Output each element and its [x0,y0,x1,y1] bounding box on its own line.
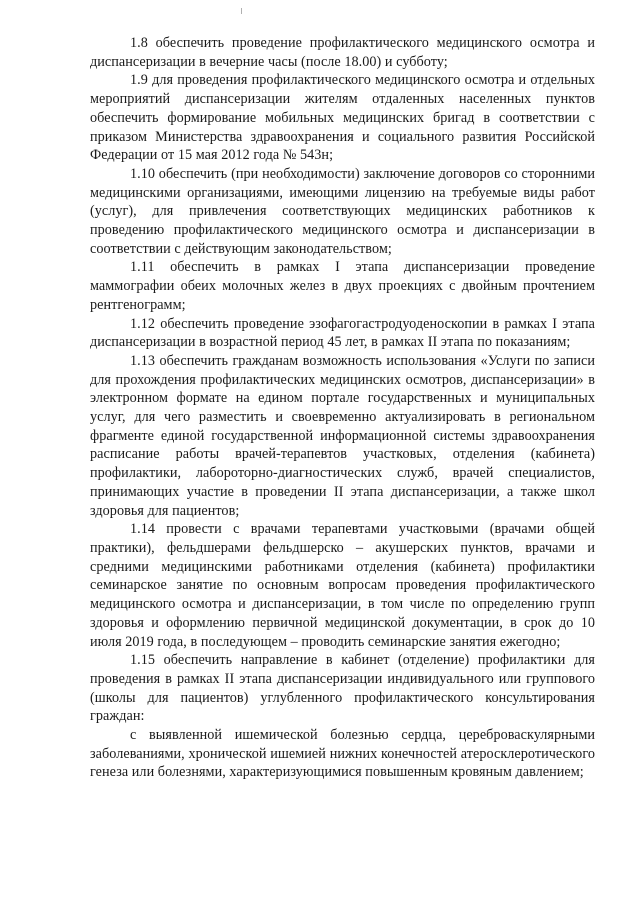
paragraph-1-14: 1.14 провести с врачами терапевтами участковыми (врачами общей практики), фельдшерами фельдшерско – акушерских пунктов, врачами и средними медицинскими работниками отделения (кабинета) профилактики семинарское занятие по основным вопросам проведения профилактического медицинского осмотра и диспансеризации, в том числе по определению групп здоровья и оформлению первичной медицинской документации, в срок до 10 июля 2019 года, в последующем – проводить семинарские занятия ежегодно; [90,521,595,650]
paragraph-1-11: 1.11 обеспечить в рамках I этапа диспансеризации проведение маммографии обеих молочных желез в двух проекциях с двойным прочтением рентгенограмм; [90,259,595,313]
paragraph-1-8: 1.8 обеспечить проведение профилактического медицинского осмотра и диспансеризации в вечерние часы (после 18.00) и субботу; [90,35,595,70]
paragraph-1-15-item: с выявленной ишемической болезнью сердца, цереброваскулярными заболеваниями, хронической ишемией нижних конечностей атеросклеротического генеза или болезнями, характеризующимися повышенным кровяным давлением; [90,727,595,781]
paragraph-1-12: 1.12 обеспечить проведение эзофагогастродуоденоскопии в рамках I этапа диспансеризации в возрастной период 45 лет, в рамках II этапа по показаниям; [90,315,595,351]
paragraph-1-9: 1.9 для проведения профилактического медицинского осмотра и отдельных мероприятий диспансеризации жителям отдаленных населенных пунктов обеспечить формирование мобильных медицинских бригад в соответствии с приказом Министерства здравоохранения и социального развития Российской Федерации от 15 мая 2012 года № 543н; [90,72,595,164]
scan-mark [241,8,242,14]
document-body [90,34,595,782]
paragraph-1-13: 1.13 обеспечить гражданам возможность использования «Услуги по записи для прохождения профилактических медицинских осмотров, диспансеризации» в электронном формате на едином портале государственных и муниципальных услуг, для чего разместить и своевременно актуализировать в региональном фрагменте единой государственной информационной системы здравоохранения расписание работы врачей-терапевтов участковых, отделения (кабинета) профилактики, лабороторно-диагностических служб, врачей специалистов, принимающих участие в проведении II этапа диспансеризации, а также школ здоровья для пациентов; [90,352,595,519]
paragraph-1-10: 1.10 обеспечить (при необходимости) заключение договоров со сторонними медицинскими организациями, имеющими лицензию на требуемые виды работ (услуг), для привлечения соответствующих медицинских работников к проведению профилактического медицинского осмотра и диспансеризации в соответствии с действующим законодательством; [90,165,595,257]
paragraph-1-15: 1.15 обеспечить направление в кабинет (отделение) профилактики для проведения в рамках II этапа диспансеризации индивидуального или группового (школы для пациентов) углубленного профилактического консультирования граждан: [90,652,595,725]
